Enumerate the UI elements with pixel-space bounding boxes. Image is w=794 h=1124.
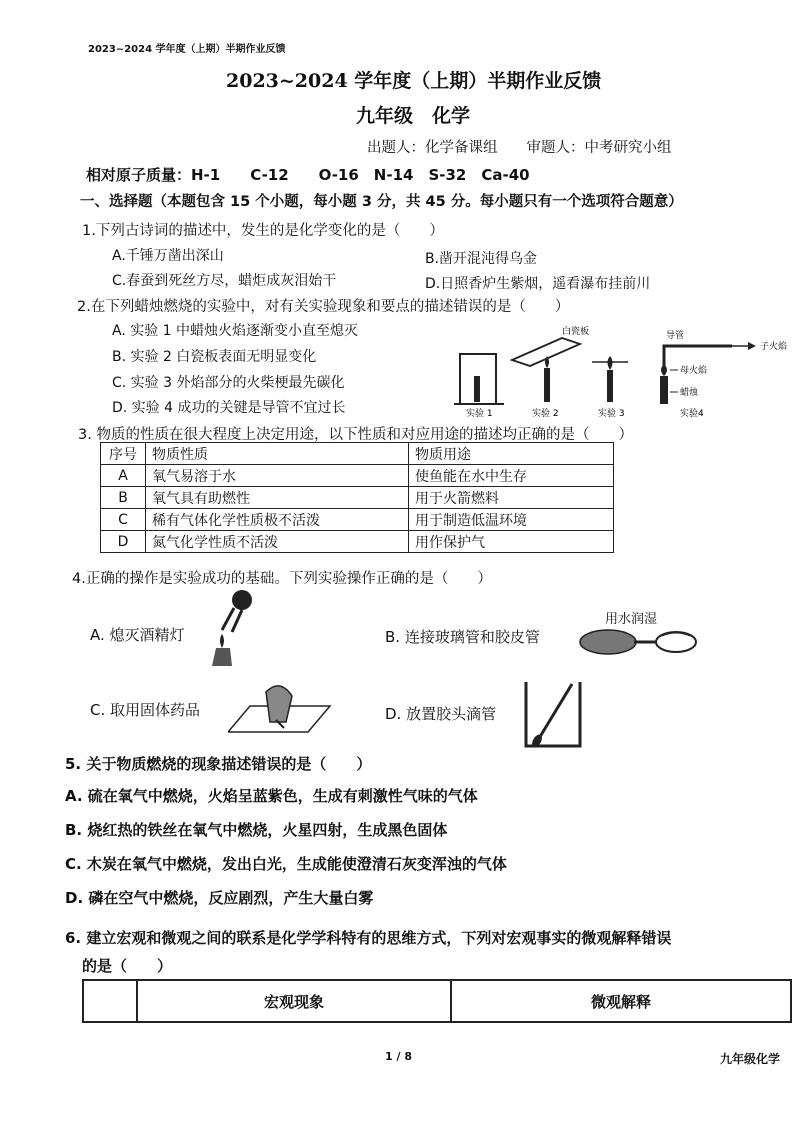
q2-option-b: B. 实验 2 白瓷板表面无明显变化: [112, 349, 317, 365]
table-header: 序号: [101, 443, 146, 465]
table-cell: 用作保护气: [409, 531, 614, 553]
q1-option-d: D.日照香炉生紫烟，遥看瀑布挂前川: [425, 276, 651, 292]
q1-option-a: A.千锤万凿出深山: [112, 248, 224, 264]
table-cell: B: [101, 487, 146, 509]
authors-line: 出题人：化学备课组 审题人：中考研究小组: [367, 140, 672, 156]
q5-option-d: D. 磷在空气中燃烧，反应剧烈，产生大量白雾: [65, 889, 374, 907]
table-cell: 用于火箭燃料: [409, 487, 614, 509]
table-cell: 氮气化学性质不活泼: [146, 531, 409, 553]
alcohol-lamp-figure: [202, 586, 272, 672]
tube-label: 导管: [666, 331, 685, 341]
table-cell: A: [101, 465, 146, 487]
candle-4-shape: [660, 376, 668, 404]
q6-stem-line1: 6. 建立宏观和微观之间的联系是化学学科特有的思维方式，下列对宏观事实的微观解释错误: [65, 929, 672, 947]
beaker-dropper-figure: [522, 678, 586, 752]
q2-option-d: D. 实验 4 成功的关键是导管不宜过长: [112, 400, 346, 416]
q4-option-b: B. 连接玻璃管和胶皮管: [385, 628, 540, 646]
wet-label: 用水润湿: [605, 612, 658, 627]
candle-3-shape: [607, 370, 613, 402]
exp3-label: 实验 3: [598, 409, 625, 418]
section-heading: 一、选择题（本题包含 15 个小题，每小题 3 分，共 45 分。每小题只有一个选项符合题意）: [80, 194, 683, 210]
table-header: 宏观现象: [137, 980, 451, 1022]
table-cell: 氧气具有助燃性: [146, 487, 409, 509]
running-header: 2023~2024 学年度（上期）半期作业反馈: [88, 44, 286, 55]
wax-label: 蜡烛: [680, 388, 699, 398]
q5-stem: 5. 关于物质燃烧的现象描述错误的是（ ）: [65, 755, 372, 773]
q1-option-b: B.凿开混沌得乌金: [425, 251, 538, 267]
glass-rubber-tube-figure: [578, 622, 700, 662]
q2-option-c: C. 实验 3 外焰部分的火柴梗最先碳化: [112, 375, 345, 391]
footer-subject: 九年级化学: [720, 1052, 781, 1066]
q6-stem-line2: 的是（ ）: [82, 957, 173, 975]
q5-option-b: B. 烧红热的铁丝在氧气中燃烧，火星四射，生成黑色固体: [65, 821, 448, 839]
table-row: [101, 531, 614, 553]
q3-table: [100, 442, 614, 553]
atomic-mass-line: 相对原子质量：H-1 C-12 O-16 N-14 S-32 Ca-40: [86, 166, 530, 184]
exp2-label: 实验 2: [532, 409, 559, 418]
exp1-label: 实验 1: [466, 409, 493, 418]
table-cell: 氧气易溶于水: [146, 465, 409, 487]
page-title: 2023~2024 学年度（上期）半期作业反馈: [226, 70, 602, 92]
candle-experiments-figure: [452, 318, 794, 418]
mother-flame-label: 母火焰: [680, 366, 708, 376]
table-cell: 稀有气体化学性质极不活泼: [146, 509, 409, 531]
q4-option-d: D. 放置胶头滴管: [385, 705, 497, 723]
table-row: [101, 487, 614, 509]
table-header-row: [101, 443, 614, 465]
solid-reagent-figure: [228, 676, 332, 738]
table-header: 微观解释: [451, 980, 791, 1022]
q3-stem: 3. 物质的性质在很大程度上决定用途，以下性质和对应用途的描述均正确的是（ ）: [78, 427, 633, 443]
candle-2-shape: [544, 368, 550, 402]
q2-option-a: A. 实验 1 中蜡烛火焰逐渐变小直至熄灭: [112, 323, 359, 339]
q5-option-a: A. 硫在氧气中燃烧，火焰呈蓝紫色，生成有刺激性气味的气体: [65, 787, 478, 805]
q4-option-a: A. 熄灭酒精灯: [90, 626, 185, 644]
plate-label: 白瓷板: [562, 327, 590, 337]
table-header-row: [83, 980, 791, 1022]
q1-stem: 1.下列古诗词的描述中，发生的是化学变化的是（ ）: [82, 223, 444, 239]
page-subtitle: 九年级 化学: [356, 105, 471, 127]
sub-flame-label: 子火焰: [760, 342, 788, 352]
table-row: [101, 509, 614, 531]
q5-option-c: C. 木炭在氧气中燃烧，发出白光，生成能使澄清石灰变浑浊的气体: [65, 855, 507, 873]
q4-option-c: C. 取用固体药品: [90, 701, 201, 719]
table-cell: D: [101, 531, 146, 553]
q4-stem: 4.正确的操作是实验成功的基础。下列实验操作正确的是（ ）: [72, 571, 492, 587]
exp4-label: 实验4: [680, 409, 704, 418]
q6-table: [82, 979, 792, 1023]
page-number: 1 / 8: [385, 1050, 412, 1063]
table-row: [101, 465, 614, 487]
table-cell: C: [101, 509, 146, 531]
candle-1-shape: [474, 376, 480, 402]
table-header: 物质性质: [146, 443, 409, 465]
table-header: [83, 980, 137, 1022]
q2-stem: 2.在下列蜡烛燃烧的实验中，对有关实验现象和要点的描述错误的是（ ）: [77, 299, 570, 315]
tube-shape: [664, 346, 732, 368]
table-cell: 使鱼能在水中生存: [409, 465, 614, 487]
table-cell: 用于制造低温环境: [409, 509, 614, 531]
q1-option-c: C.春蚕到死丝方尽，蜡炬成灰泪始干: [112, 273, 337, 289]
table-header: 物质用途: [409, 443, 614, 465]
